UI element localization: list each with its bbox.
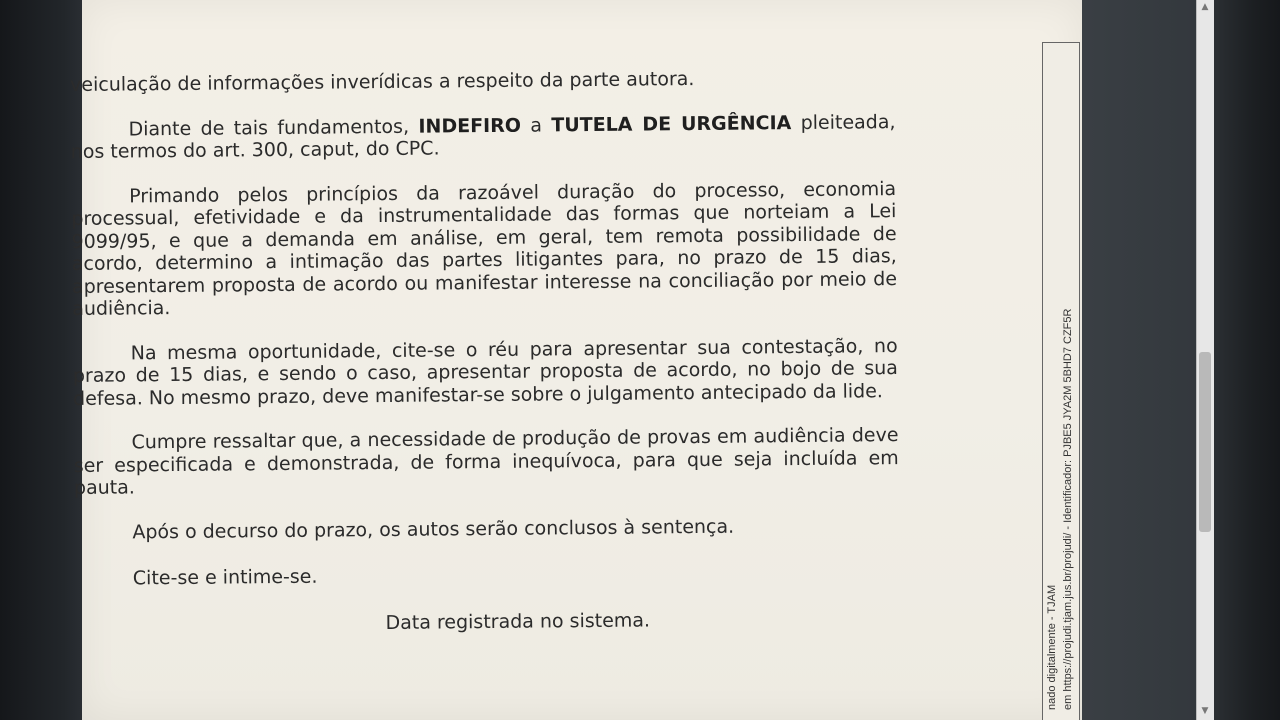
paragraph-7-text: Cite-se e intime-se. bbox=[132, 565, 318, 590]
monitor-bezel bbox=[1214, 0, 1280, 720]
document-body bbox=[70, 66, 901, 659]
paragraph-5-text: Cumpre ressaltar que, a necessidade de produção de provas em audiência deve ser especificada e demonstrada, de forma inequívoca, para que seja incluída em pauta. bbox=[73, 424, 899, 499]
paragraph-7 bbox=[75, 560, 900, 590]
paragraph-6 bbox=[74, 514, 899, 544]
paragraph-2-text-b: a bbox=[520, 113, 552, 137]
scroll-up-icon[interactable]: ▲ bbox=[1201, 2, 1209, 12]
signature-stamp-line-1: nado digitalmente - TJAM bbox=[1046, 584, 1058, 710]
paragraph-2-text-c: pleiteada, nos termos do art. 300, caput, do CPC. bbox=[70, 110, 896, 163]
viewer-background bbox=[1082, 0, 1198, 720]
paragraph-5 bbox=[73, 424, 899, 499]
paragraph-1-text: veiculação de informações inverídicas a respeito da parte autora. bbox=[70, 68, 695, 96]
paragraph-3-text: Primando pelos princípios da razoável duração do processo, economia processual, efetividade e da instrumentalidade das formas que norteiam a Lei 9099/95, e que a demanda em análise, em geral, tem remota possibilidade de acordo, determino a intimação das partes litigantes para, no prazo de 15 dias, apresentarem proposta de acordo ou manifestar interesse na conciliação por meio de audiência. bbox=[71, 177, 898, 320]
paragraph-3 bbox=[71, 178, 897, 321]
signature-stamp bbox=[1044, 30, 1078, 710]
paragraph-8-text: Data registrada no sistema. bbox=[385, 608, 651, 634]
paragraph-6-text: Após o decurso do prazo, os autos serão conclusos à sentença. bbox=[132, 515, 735, 543]
scroll-down-icon[interactable]: ▼ bbox=[1201, 706, 1209, 716]
paragraph-4 bbox=[73, 335, 899, 410]
paragraph-2 bbox=[70, 111, 895, 164]
paragraph-2-text-a: Diante de tais fundamentos, bbox=[128, 115, 419, 140]
paragraph-8 bbox=[75, 607, 900, 637]
signature-stamp-line-2: em https://projudi.tjam.jus.br/projudi/ - Identificador: PJBE5 JYA2M 5BHD7 CZF5R bbox=[1062, 308, 1074, 710]
scrollbar-thumb[interactable] bbox=[1199, 352, 1211, 532]
tutela-keyword: TUTELA DE URGÊNCIA bbox=[551, 111, 792, 136]
paragraph-4-text: Na mesma oportunidade, cite-se o réu para apresentar sua contestação, no prazo de 15 dias, e sendo o caso, apresentar proposta de acordo, no bojo de sua defesa. No mesmo prazo, deve manifestar-se sobre o julgamento antecipado da lide. bbox=[72, 334, 898, 410]
indefiro-keyword: INDEFIRO bbox=[418, 114, 522, 138]
